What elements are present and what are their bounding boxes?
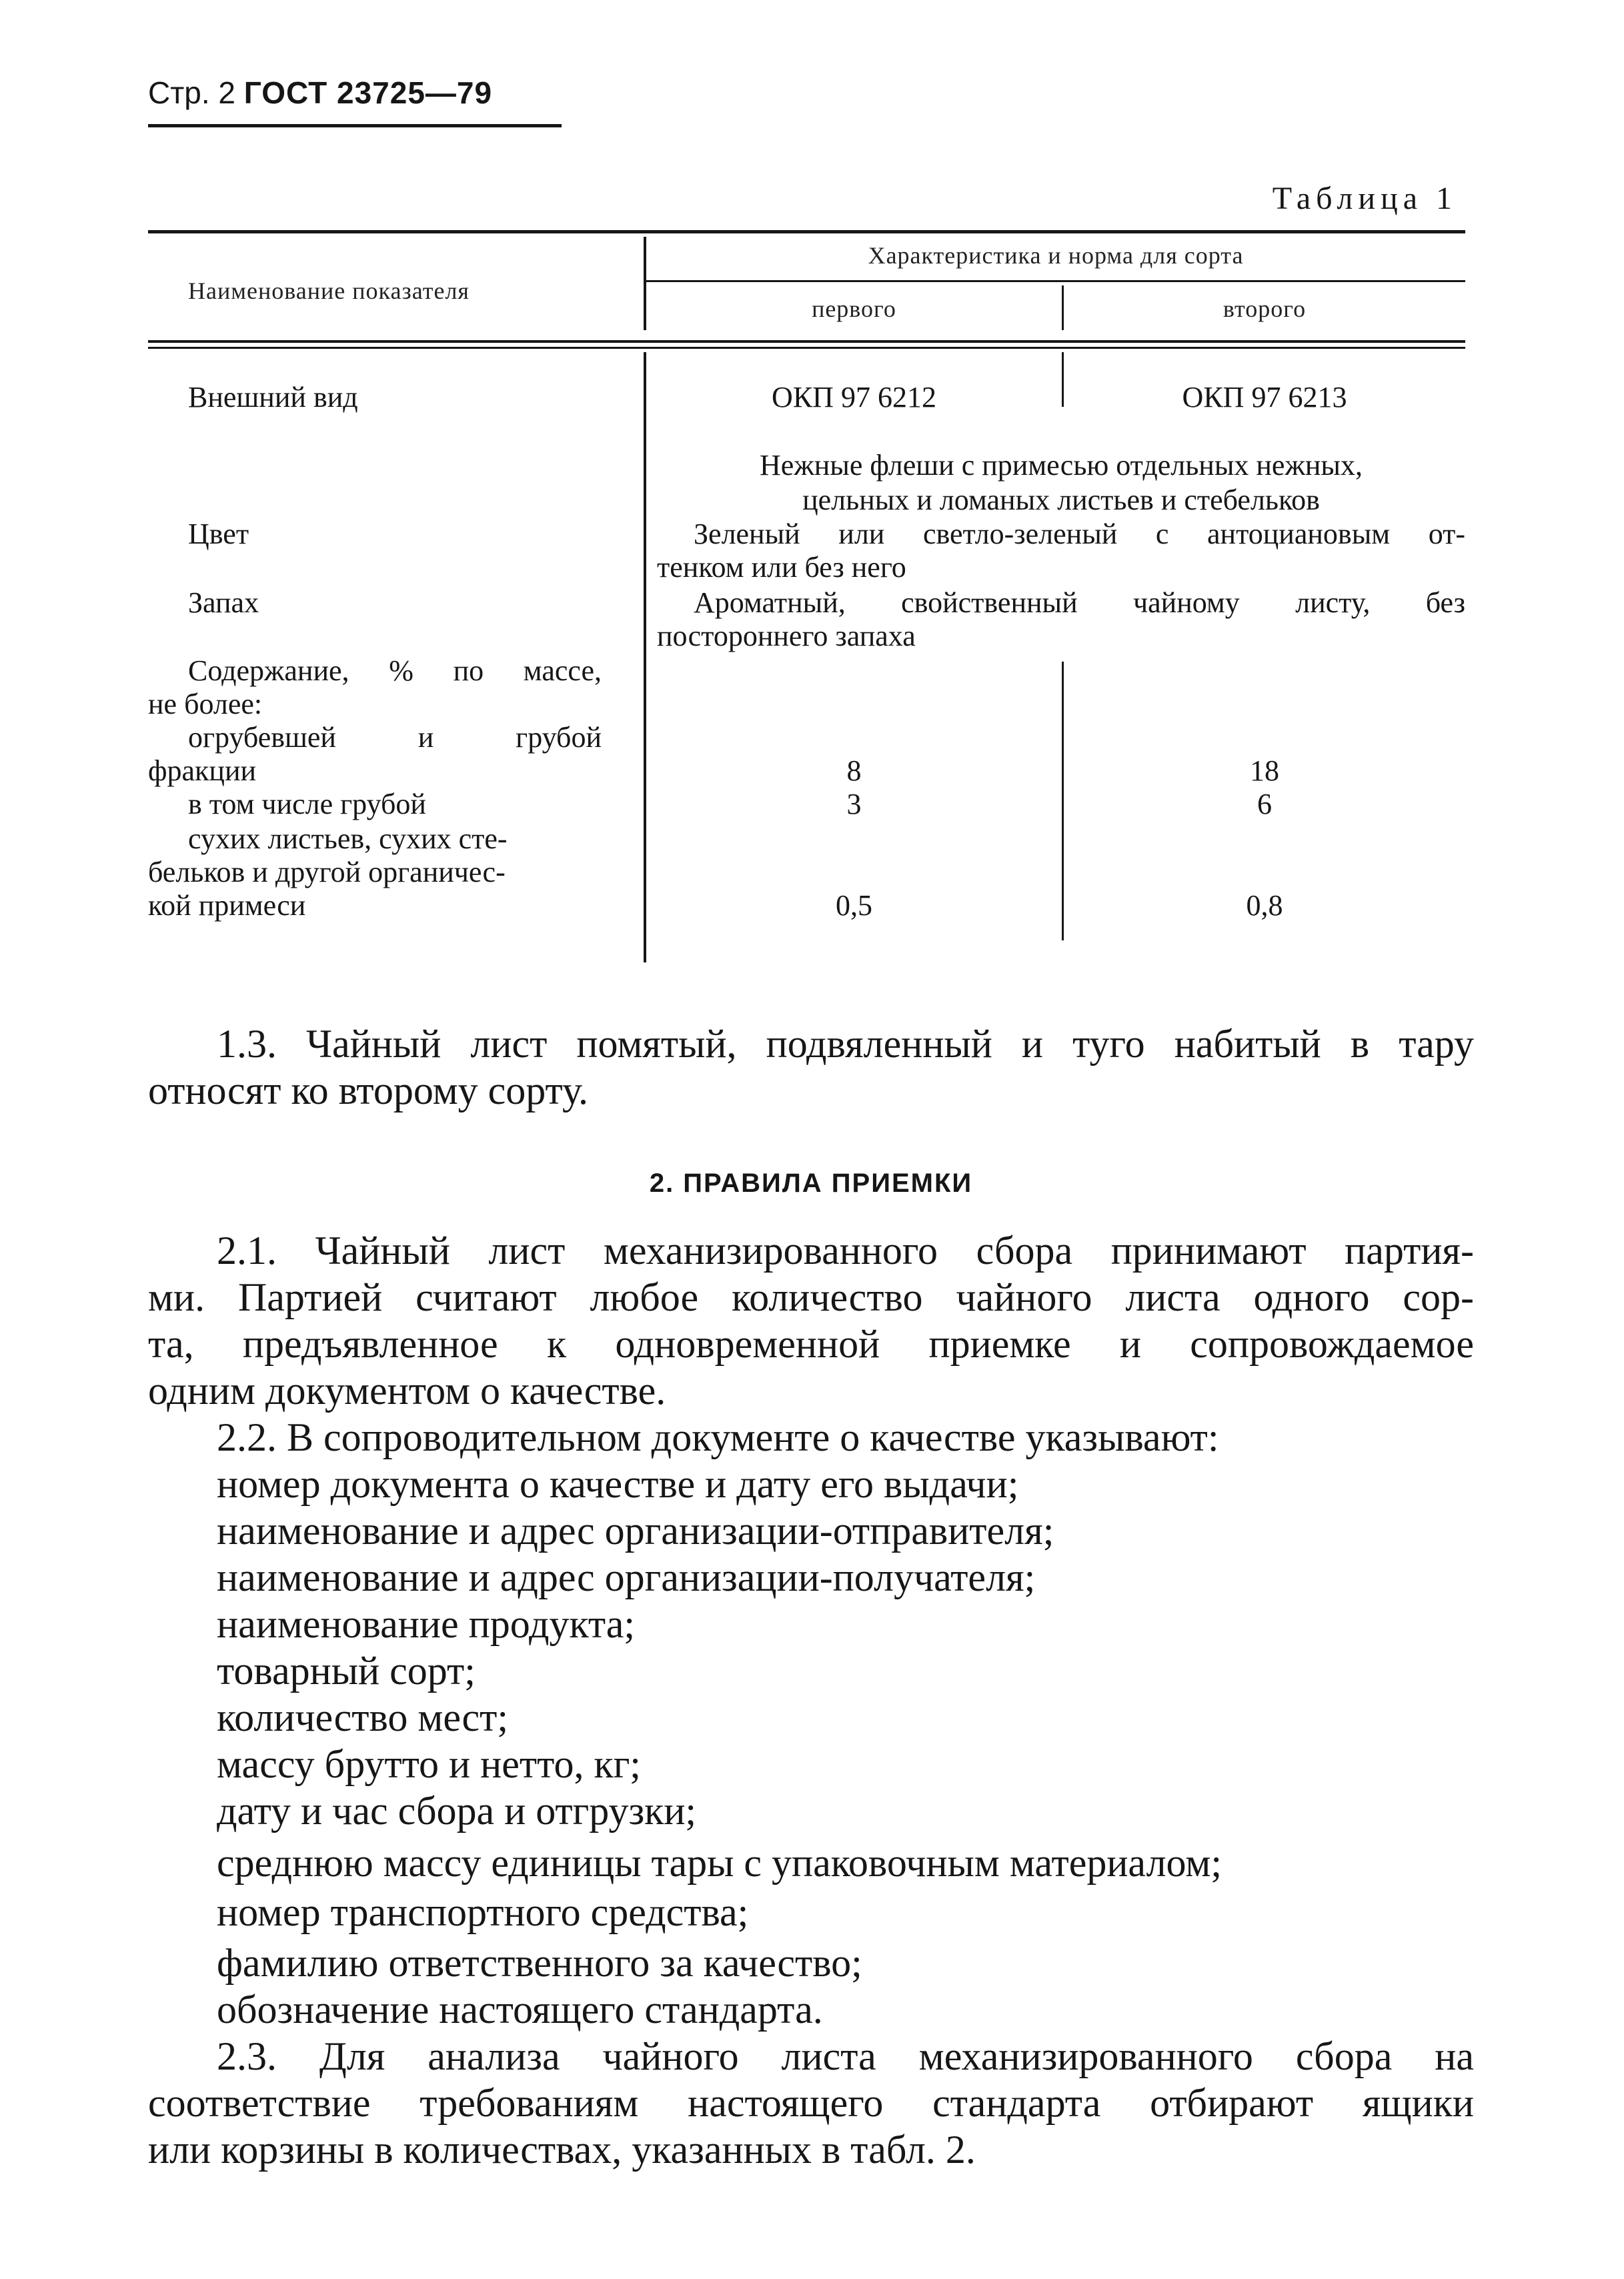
para-2-2-item: обозначение настоящего стандарта. xyxy=(217,1988,823,2032)
para-2-2-item: массу брутто и нетто, кг; xyxy=(217,1742,641,1786)
header-bottom-rule-a xyxy=(148,340,1465,343)
column-first-grade: первого xyxy=(812,295,896,322)
para-2-2-item: наименование и адрес организации-получателя; xyxy=(217,1555,1036,1599)
para-2-2-intro: 2.2. В сопроводительном документе о качестве указывают: xyxy=(217,1415,1219,1459)
page-label: Стр. 2 xyxy=(148,75,236,110)
row-appearance-text-1: Нежные флеши с примесью отдельных нежных, xyxy=(760,449,1363,482)
row-smell-label: Запах xyxy=(188,586,259,619)
row-content-label-1: Содержание, % по массе, xyxy=(188,654,602,687)
row-dry-second: 0,8 xyxy=(1246,889,1283,922)
row-color-text-1: Зеленый или светло-зеленый с антоциановым от- xyxy=(694,518,1465,550)
column-indicator-name: Наименование показателя xyxy=(188,277,470,304)
row-appearance-text-2: цельных и ломаных листьев и стебельков xyxy=(802,484,1320,516)
para-2-1-line-3: та, предъявленное к одновременной приемке и сопровождаемое xyxy=(148,1322,1474,1366)
para-2-2-item: товарный сорт; xyxy=(217,1649,476,1693)
para-1-3-line-2: относят ко второму сорту. xyxy=(148,1068,588,1112)
para-2-2-item: номер документа о качестве и дату его выдачи; xyxy=(217,1462,1019,1506)
row-dry-label-2: бельков и другой органичес- xyxy=(148,856,506,888)
body-vline-1 xyxy=(644,352,646,962)
para-2-2-item: фамилию ответственного за качество; xyxy=(217,1941,862,1985)
para-2-1-line-2: ми. Партией считают любое количество чайного листа одного сор- xyxy=(148,1275,1474,1319)
para-2-3-line-1: 2.3. Для анализа чайного листа механизированного сбора на xyxy=(217,2034,1474,2078)
para-2-2-item: среднюю массу единицы тары с упаковочным материалом; xyxy=(217,1841,1223,1885)
para-2-2-item: номер транспортного средства; xyxy=(217,1890,749,1934)
row-coarse-label-2: фракции xyxy=(148,754,257,787)
row-smell-text-2: постороннего запаха xyxy=(657,620,916,652)
row-appearance-first: ОКП 97 6212 xyxy=(772,381,936,414)
row-dry-label-3: кой примеси xyxy=(148,889,306,922)
row-color-text-2: тенком или без него xyxy=(657,551,906,584)
para-2-2-item: наименование и адрес организации-отправителя; xyxy=(217,1509,1054,1553)
row-coarse-label-1: огрубевшей и грубой xyxy=(188,721,602,754)
para-2-2-item: наименование продукта; xyxy=(217,1602,636,1646)
column-group-header: Характеристика и норма для сорта xyxy=(868,242,1244,269)
para-2-2-item: количество мест; xyxy=(217,1695,509,1739)
para-2-3-line-2: соответствие требованиям настоящего стандарта отбирают ящики xyxy=(148,2081,1474,2125)
para-2-2-item: дату и час сбора и отгрузки; xyxy=(217,1789,697,1833)
row-coarse-second: 18 xyxy=(1250,754,1279,787)
row-coarse-incl-first: 3 xyxy=(846,788,862,820)
table-caption: Таблица 1 xyxy=(1272,181,1457,216)
section-2-title: 2. ПРАВИЛА ПРИЕМКИ xyxy=(649,1169,973,1198)
header-underline xyxy=(148,124,562,127)
para-2-1-line-1: 2.1. Чайный лист механизированного сбора принимают партия- xyxy=(217,1229,1474,1273)
row-coarse-incl-second: 6 xyxy=(1257,788,1272,820)
row-color-label: Цвет xyxy=(188,518,249,550)
page-header xyxy=(148,75,492,111)
standard-number: ГОСТ 23725—79 xyxy=(243,75,493,110)
row-appearance-label: Внешний вид xyxy=(188,381,358,414)
row-content-label-2: не более: xyxy=(148,688,263,720)
row-dry-label-1: сухих листьев, сухих сте- xyxy=(188,822,508,855)
para-1-3-line-1: 1.3. Чайный лист помятый, подвяленный и туго набитый в тару xyxy=(217,1022,1474,1066)
header-group-rule xyxy=(646,280,1465,282)
column-second-grade: второго xyxy=(1223,295,1307,322)
header-bottom-rule-b xyxy=(148,347,1465,349)
row-smell-text-1: Ароматный, свойственный чайному листу, без xyxy=(694,586,1465,619)
row-coarse-incl-label: в том числе грубой xyxy=(188,788,426,820)
table-top-rule xyxy=(148,230,1465,233)
row-appearance-second: ОКП 97 6213 xyxy=(1182,381,1347,414)
row-dry-first: 0,5 xyxy=(836,889,872,922)
para-2-1-line-4: одним документом о качестве. xyxy=(148,1369,666,1413)
row-coarse-first: 8 xyxy=(846,754,862,787)
para-2-3-line-3: или корзины в количествах, указанных в табл. 2. xyxy=(148,2128,976,2172)
